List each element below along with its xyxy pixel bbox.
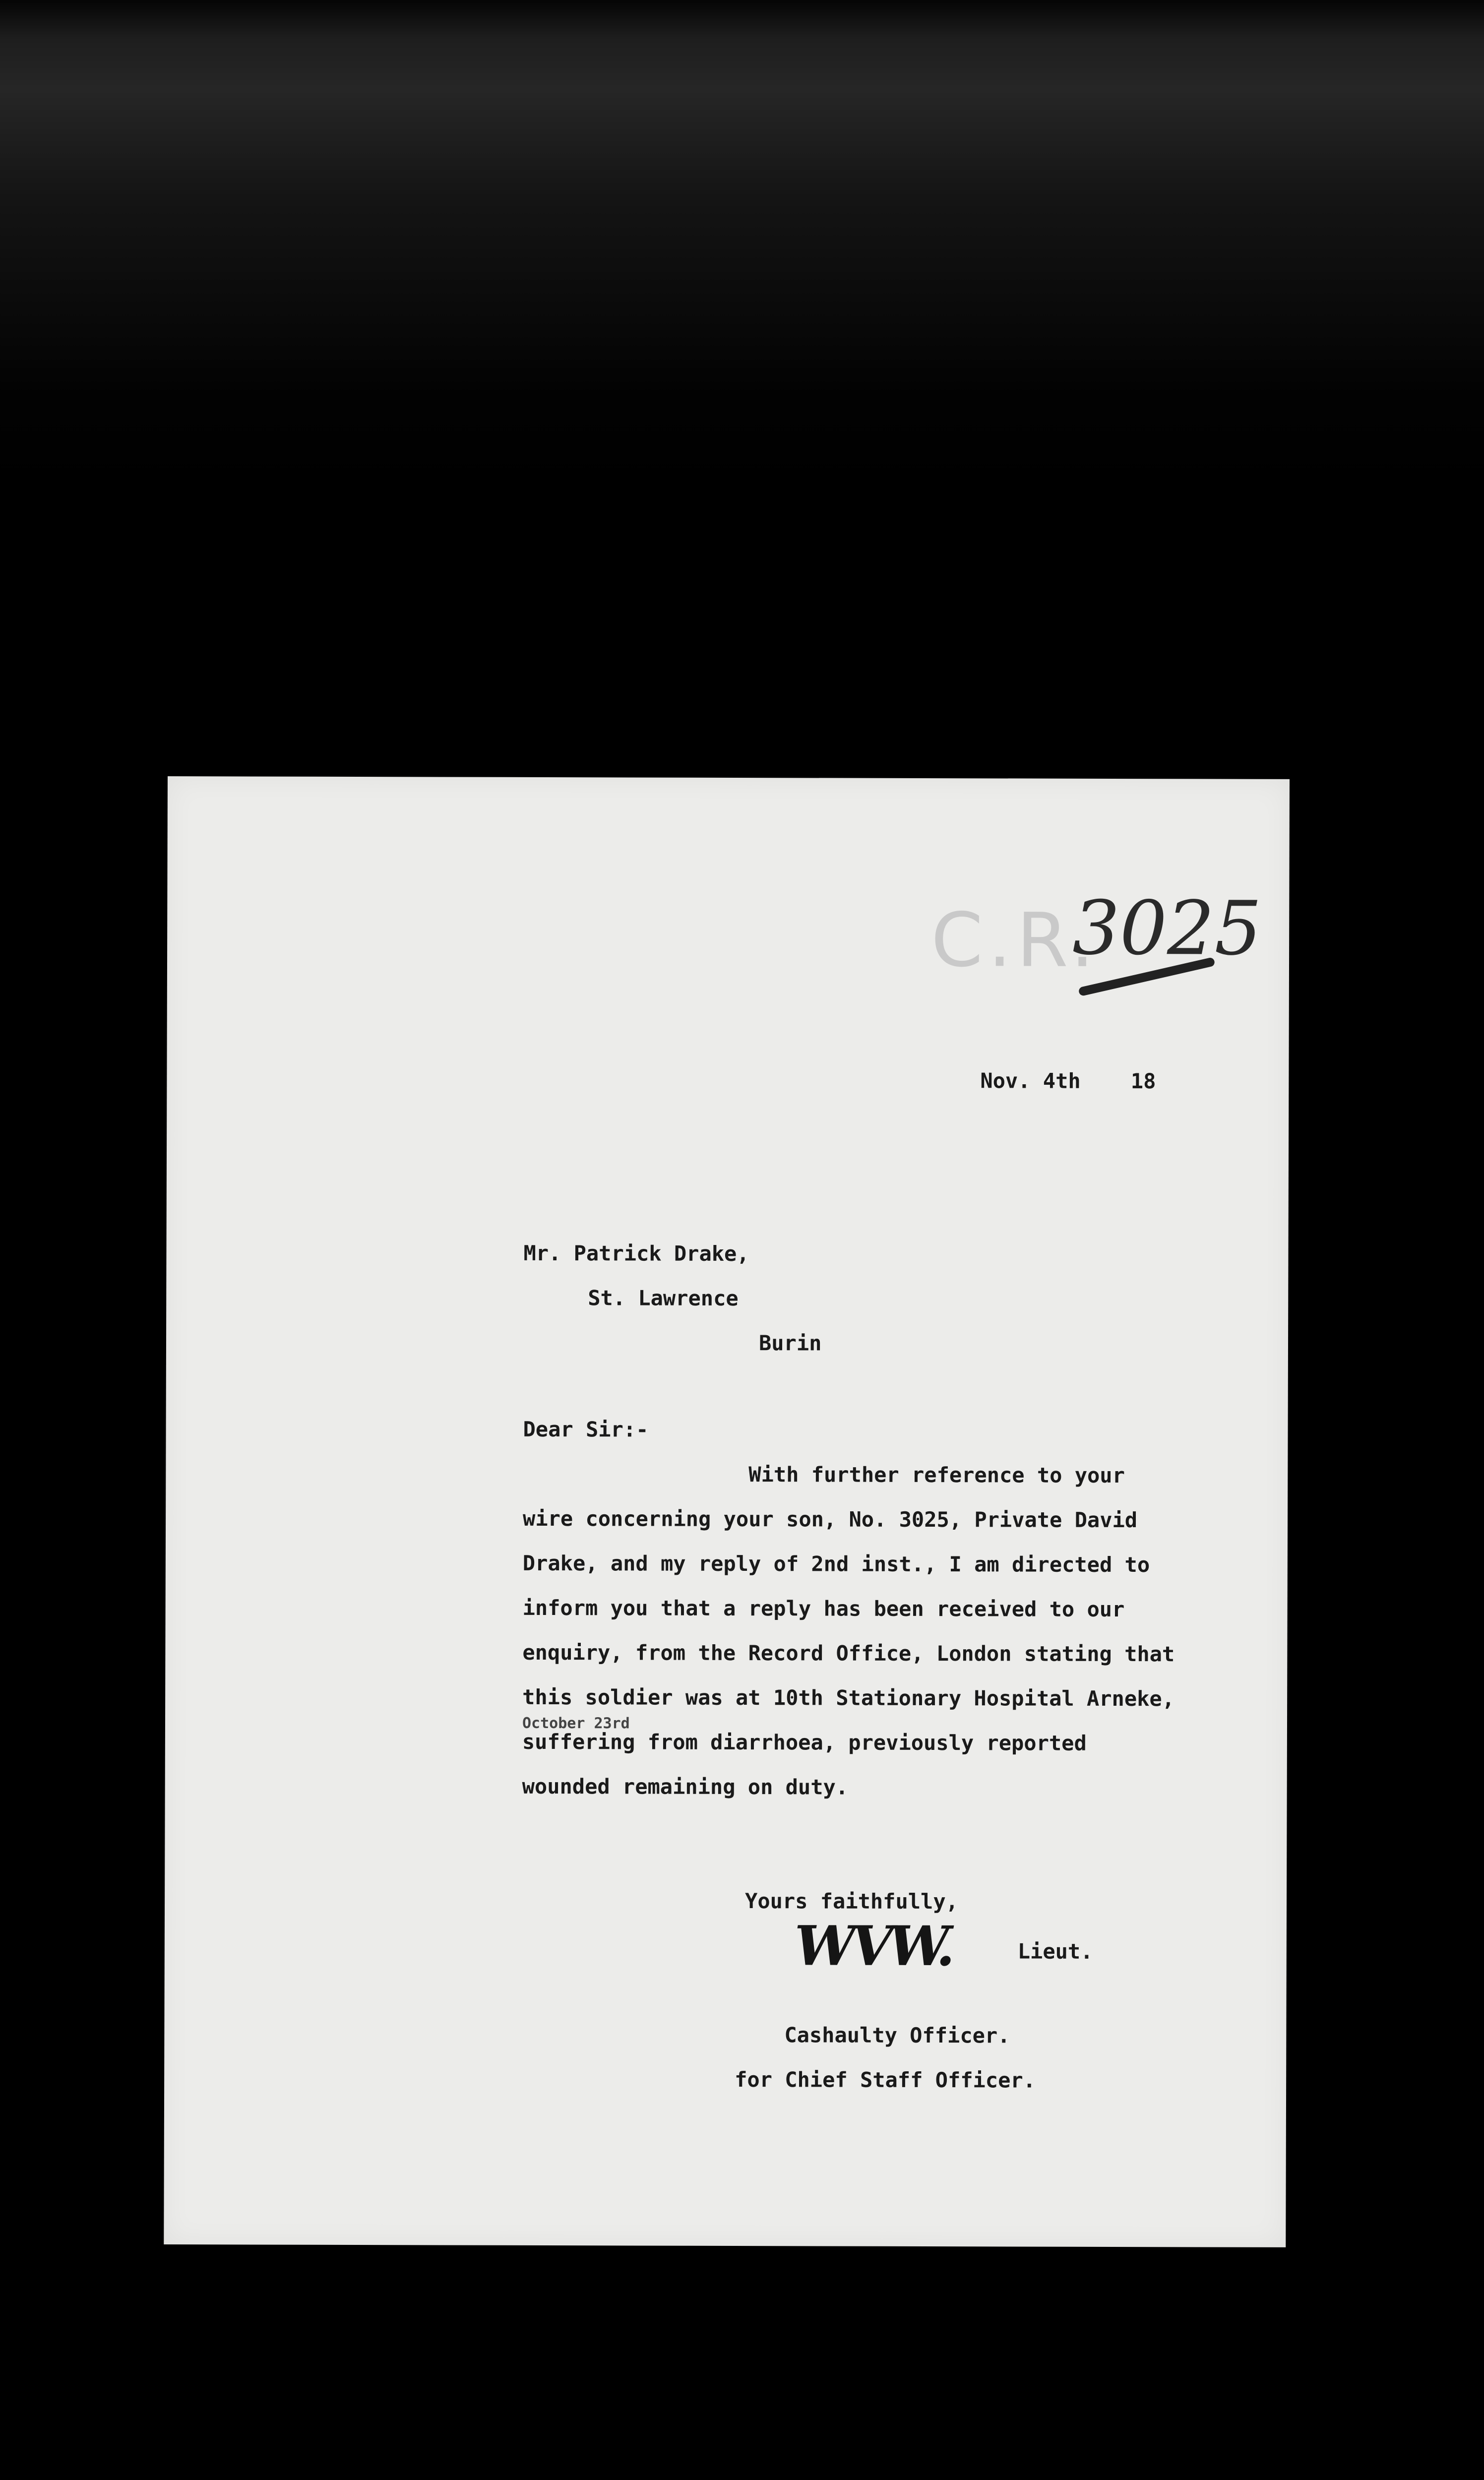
- body-line: wounded remaining on duty.: [522, 1774, 849, 1799]
- letter-date: Nov. 4th 18: [980, 1068, 1156, 1094]
- signatory-title: Cashaulty Officer.: [784, 2023, 1010, 2048]
- handwritten-file-number: 3025: [1072, 885, 1262, 972]
- recipient-district: Burin: [758, 1331, 822, 1356]
- body-line: enquiry, from the Record Office, London stating that: [522, 1640, 1175, 1667]
- closing: Yours faithfully,: [745, 1889, 959, 1914]
- body-line: inform you that a reply has been received to our: [522, 1595, 1125, 1622]
- cr-stamp: C.R.: [930, 897, 1100, 984]
- film-top-band: [0, 0, 1484, 496]
- salutation: Dear Sir:-: [523, 1417, 649, 1442]
- signatory-title-secondary: for Chief Staff Officer.: [735, 2067, 1036, 2093]
- body-line: wire concerning your son, No. 3025, Private David: [523, 1506, 1138, 1533]
- recipient-locality: St. Lawrence: [588, 1286, 739, 1311]
- body-line: suffering from diarrhoea, previously reported: [522, 1729, 1087, 1755]
- recipient-name: Mr. Patrick Drake,: [523, 1240, 749, 1266]
- signatory-rank: Lieut.: [1017, 1939, 1093, 1964]
- body-line: this soldier was at 10th Stationary Hospital Arneke,: [522, 1684, 1175, 1711]
- interlineation-date: October 23rd: [522, 1714, 630, 1733]
- body-line: With further reference to your: [748, 1462, 1125, 1488]
- signature: WVW.: [794, 1914, 950, 1979]
- body-line: Drake, and my reply of 2nd inst., I am directed to: [522, 1550, 1150, 1577]
- letter-page: [164, 776, 1290, 2247]
